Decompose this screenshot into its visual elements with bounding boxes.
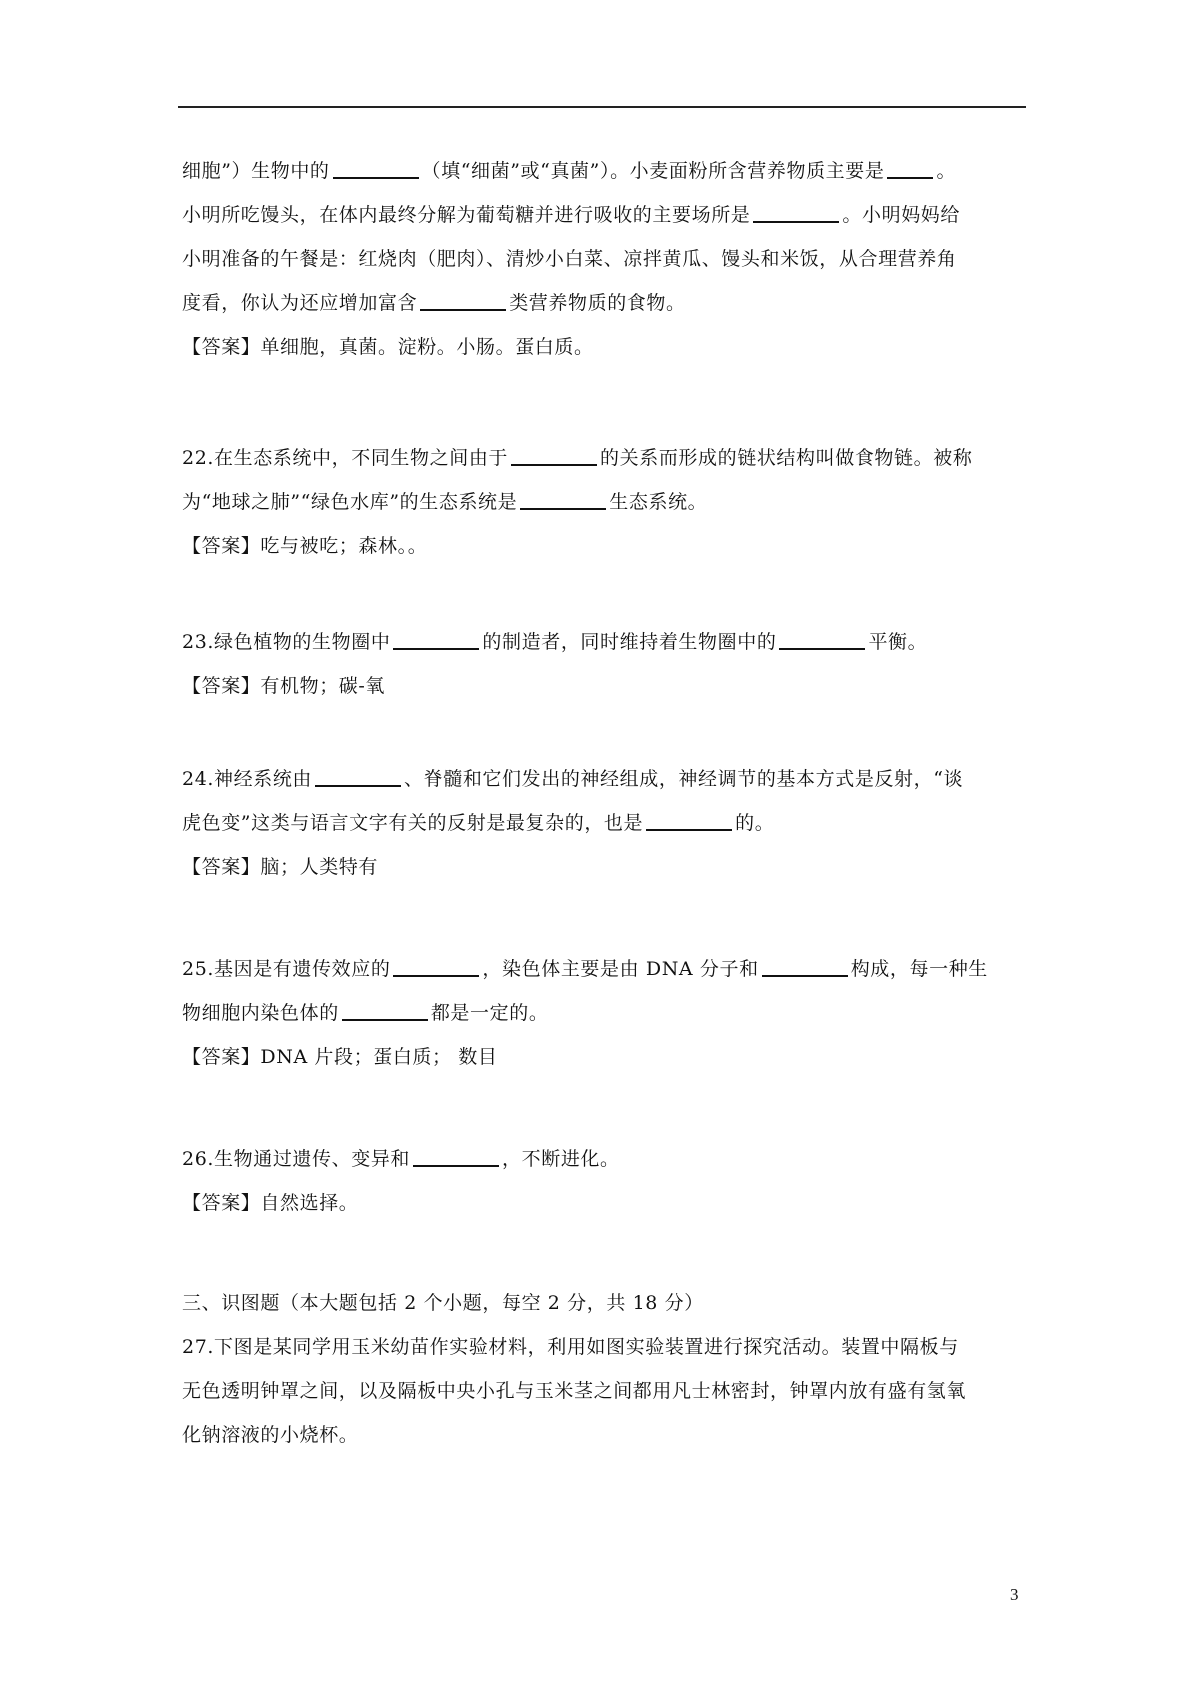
section-3 [182,1281,1022,1457]
text-line: 为“地球之肺”“绿色水库”的生态系统是 生态系统。 [182,491,708,513]
answer-blank[interactable] [413,1165,499,1167]
text-line: 27.下图是某同学用玉米幼苗作实验材料，利用如图实验装置进行探究活动。装置中隔板与 [182,1336,959,1358]
text-line: 小明准备的午餐是：红烧肉（肥肉）、清炒小白菜、凉拌黄瓜、馒头和米饭，从合理营养角 [182,248,957,270]
text-line: 小明所吃馒头，在体内最终分解为葡萄糖并进行吸收的主要场所是 。小明妈妈给 [182,204,961,226]
question-25 [182,947,1022,1079]
text-line: 22.在生态系统中，不同生物之间由于 的关系而形成的链状结构叫做食物链。被称 [182,447,973,469]
answer-blank[interactable] [520,508,606,510]
question-23 [182,620,1022,708]
answer-blank[interactable] [779,648,865,650]
text-line: 23.绿色植物的生物圈中 的制造者，同时维持着生物圈中的 平衡。 [182,631,928,653]
answer-line: 【答案】单细胞，真菌。淀粉。小肠。蛋白质。 [182,336,594,358]
text-line: 物细胞内染色体的 都是一定的。 [182,1002,549,1024]
question-22 [182,436,1022,568]
text-line: 虎色变”这类与语言文字有关的反射是最复杂的，也是 的。 [182,812,775,834]
text-line: 24.神经系统由 、脊髓和它们发出的神经组成，神经调节的基本方式是反射，“谈 [182,768,964,790]
question-21-continuation [182,149,1022,369]
answer-blank[interactable] [887,177,933,179]
text-line: 无色透明钟罩之间，以及隔板中央小孔与玉米茎之间都用凡士林密封，钟罩内放有盛有氢氧 [182,1380,967,1402]
answer-blank[interactable] [511,464,597,466]
answer-blank[interactable] [342,1019,428,1021]
answer-line: 【答案】脑；人类特有 [182,856,379,878]
answer-blank[interactable] [420,309,506,311]
answer-blank[interactable] [393,975,479,977]
text-line: 26.生物通过遗传、变异和 ，不断进化。 [182,1148,620,1170]
header-rule [178,106,1026,108]
answer-blank[interactable] [315,785,401,787]
section-heading: 三、识图题（本大题包括 2 个小题，每空 2 分，共 18 分） [182,1292,704,1314]
text-line: 细胞”）生物中的 （填“细菌”或“真菌”）。小麦面粉所含营养物质主要是 。 [182,160,957,182]
question-24 [182,757,1022,889]
answer-blank[interactable] [753,221,839,223]
answer-line: 【答案】有机物；碳-氧 [182,675,386,697]
question-26 [182,1137,1022,1225]
text-line: 度看，你认为还应增加富含 类营养物质的食物。 [182,292,686,314]
text-line: 化钠溶液的小烧杯。 [182,1424,359,1446]
text-line: 25.基因是有遗传效应的 ，染色体主要是由 DNA 分子和 构成，每一种生 [182,958,988,980]
page-number: 3 [1010,1585,1019,1604]
answer-line: 【答案】吃与被吃；森林。。 [182,535,428,557]
answer-blank[interactable] [393,648,479,650]
answer-blank[interactable] [762,975,848,977]
answer-blank[interactable] [333,177,419,179]
answer-line: 【答案】自然选择。 [182,1192,359,1214]
answer-line: 【答案】DNA 片段；蛋白质； 数目 [182,1046,498,1068]
answer-blank[interactable] [646,829,732,831]
